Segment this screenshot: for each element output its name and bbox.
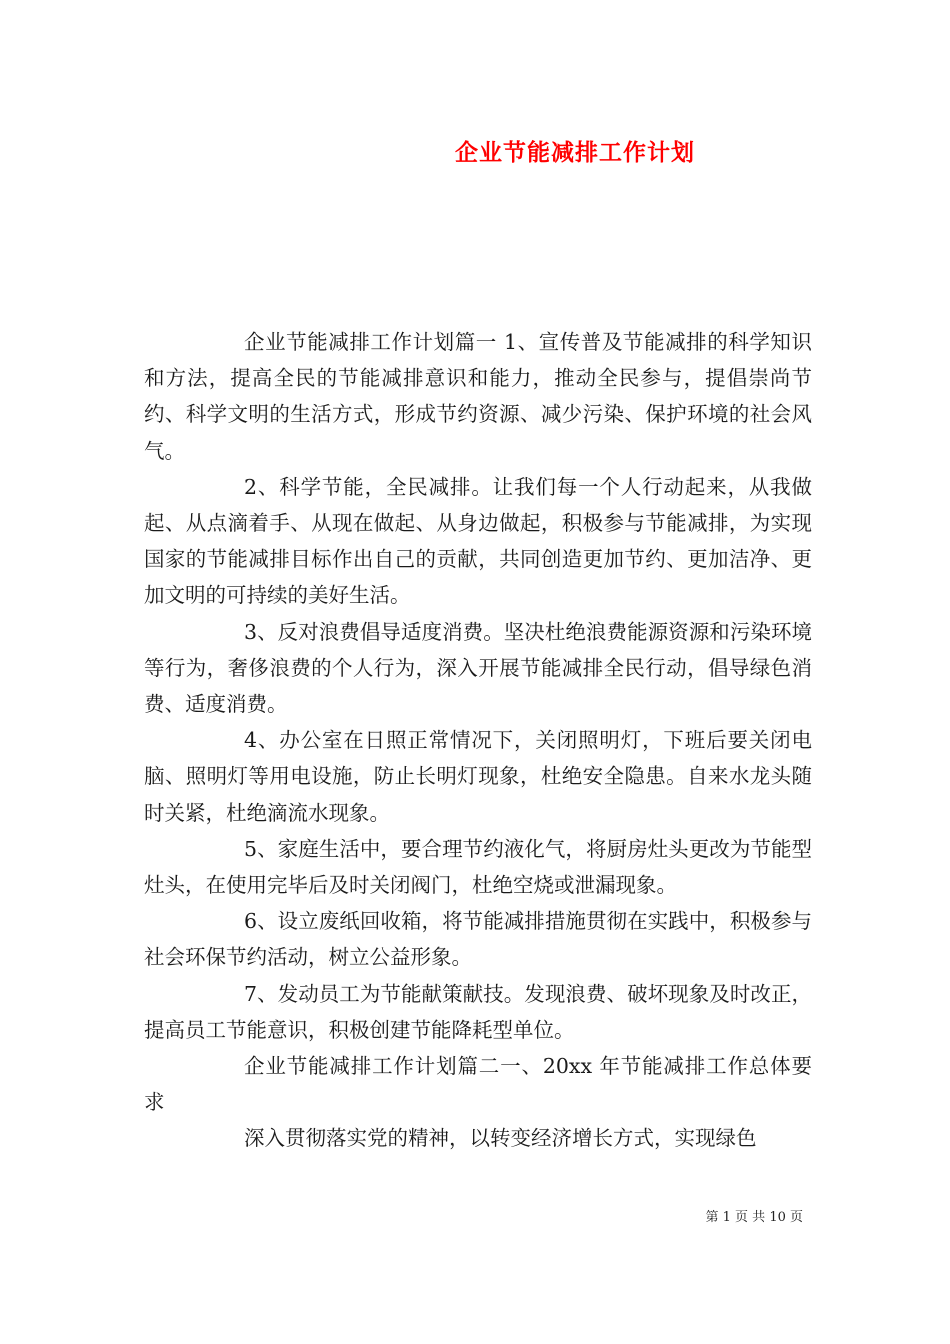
document-body: [144, 324, 812, 1157]
paragraph-1: 企业节能减排工作计划篇一 1、宣传普及节能减排的科学知识和方法，提高全民的节能减排意识和能力，推动全民参与，提倡崇尚节约、科学文明的生活方式，形成节约资源、减少污染、保护环境的社会风气。: [144, 330, 812, 463]
paragraph-4: 4、办公室在日照正常情况下，关闭照明灯，下班后要关闭电脑、照明灯等用电设施，防止长明灯现象，杜绝安全隐患。自来水龙头随时关紧，杜绝滴流水现象。: [144, 728, 812, 825]
paragraph-8: 企业节能减排工作计划篇二一、20xx 年节能减排工作总体要求: [144, 1054, 812, 1115]
paragraph-5: 5、家庭生活中，要合理节约液化气，将厨房灶头更改为节能型灶头，在使用完毕后及时关闭阀门，杜绝空烧或泄漏现象。: [144, 836, 812, 898]
paragraph-2: 2、科学节能，全民减排。让我们每一个人行动起来，从我做起、从点滴着手、从现在做起、从身边做起，积极参与节能减排，为实现国家的节能减排目标作出自己的贡献，共同创造更加节约、更加洁净、更加文明的可持续的美好生活。: [144, 474, 812, 608]
paragraph-7: 7、发动员工为节能献策献技。发现浪费、破坏现象及时改正，提高员工节能意识，积极创建节能降耗型单位。: [144, 981, 812, 1042]
document-title: 企业节能减排工作计划: [455, 139, 695, 166]
paragraph-3: 3、反对浪费倡导适度消费。坚决杜绝浪费能源资源和污染环境等行为，奢侈浪费的个人行为，深入开展节能减排全民行动，倡导绿色消费、适度消费。: [144, 619, 812, 717]
paragraph-6: 6、设立废纸回收箱，将节能减排措施贯彻在实践中，积极参与社会环保节约活动，树立公益形象。: [144, 909, 812, 970]
page-number-footer: 第 1 页 共 10 页: [705, 1210, 803, 1225]
paragraph-9: 深入贯彻落实党的精神，以转变经济增长方式，实现绿色: [244, 1126, 757, 1151]
